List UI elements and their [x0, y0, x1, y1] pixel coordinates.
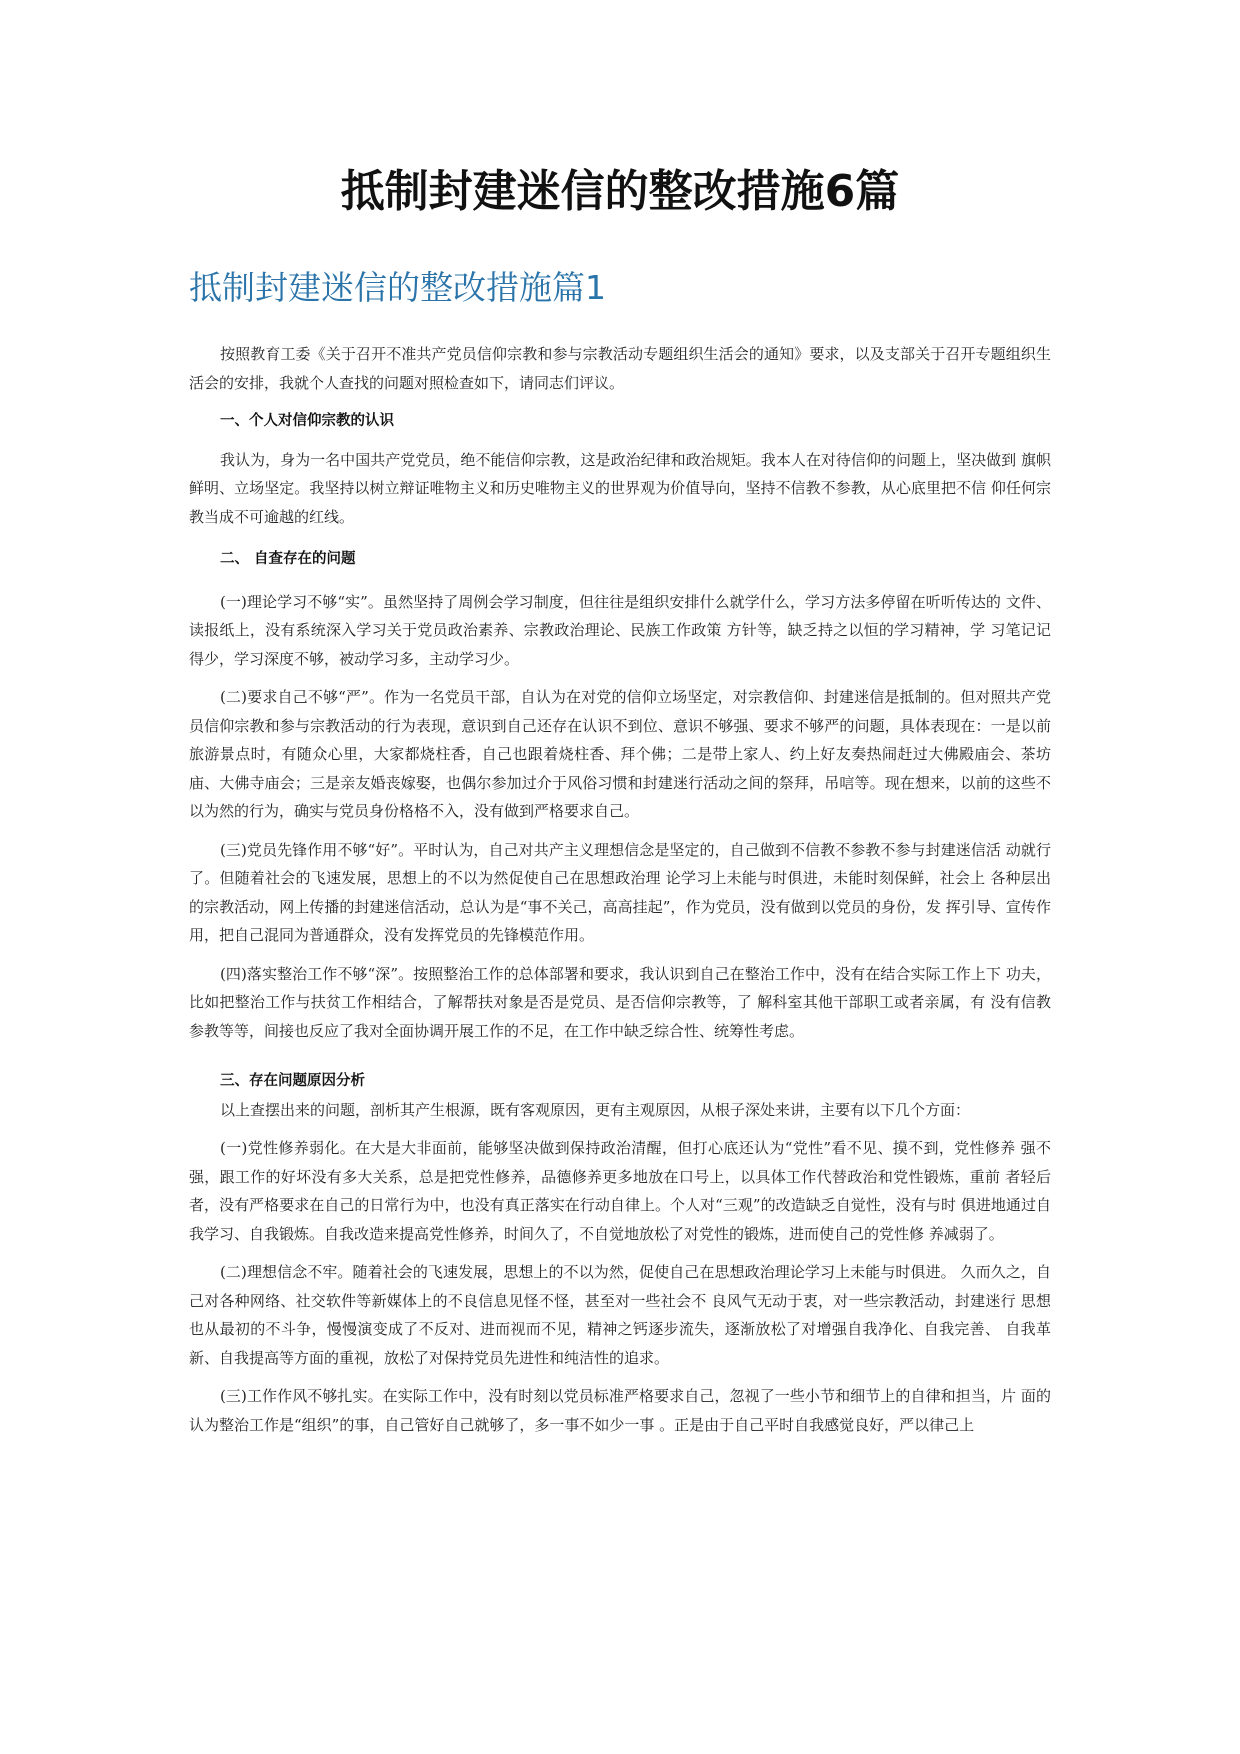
paragraph-cause-work-style: (三)工作作风不够扎实。在实际工作中，没有时刻以党员标准严格要求自己，忽视了一些小节和细节上的自律和担当，片 面的认为整治工作是“组织”的事，自己管好自己就够了，多一事不如少一事 。正是由于自己平时自我感觉良好，严以律己上 [189, 1387, 1051, 1434]
document-title: 抵制封建迷信的整改措施6篇 [340, 166, 900, 217]
section-title: 抵制封建迷信的整改措施篇1 [189, 268, 606, 307]
paragraph-cause-belief: (二)理想信念不牢。随着社会的飞速发展，思想上的不以为然，促使自己在思想政治理论学习上未能与时俱进。 久而久之，自己对各种网络、社交软件等新媒体上的不良信息见怪不怪，甚至对一些社会不 良风气无动于衷，对一些宗教活动，封建迷行 思想也从最初的不斗争，慢慢演变成了不反对、进而视而不见，精神之钙逐步流失，逐渐放松了对增强自我净化、自我完善、 自我革新、自我提高等方面的重视，放松了对保持党员先进性和纯洁性的追求。 [189, 1263, 1051, 1367]
paragraph-causes-intro: 以上查摆出来的问题，剖析其产生根源，既有客观原因，更有主观原因，从根子深处来讲，主要有以下几个方面： [220, 1100, 971, 1119]
document-body [189, 340, 1051, 1439]
paragraph-understanding: 我认为，身为一名中国共产党党员，绝不能信仰宗教，这是政治纪律和政治规矩。我本人在对待信仰的问题上，坚决做到 旗帜鲜明、立场坚定。我坚持以树立辩证唯物主义和历史唯物主义的世界观为价值导向，坚持不信教不参教，从心底里把不信 仰任何宗教当成不可逾越的红线。 [189, 450, 1051, 526]
heading-problems: 二、 自查存在的问题 [220, 551, 356, 567]
paragraph-problem-strict: (二)要求自己不够“严”。作为一名党员干部，自认为在对党的信仰立场坚定，对宗教信仰、封建迷信是抵制的。但对照共产党员信仰宗教和参与宗教活动的行为表现，意识到自己还存在认识不到位、意识不够强、要求不够严的问题，具体表现在：一是以前旅游景点时，有随众心里，大家都烧柱香，自己也跟着烧柱香、拜个佛；二是带上家人、约上好友奏热闹赶过大佛殿庙会、茶坊庙、大佛寺庙会；三是亲友婚丧嫁娶，也偶尔参加过介于风俗习惯和封建迷行活动之间的祭拜，吊唁等。现在想来，以前的这些不以为然的行为，确实与党员身份格格不入，没有做到严格要求自己。 [189, 688, 1051, 820]
heading-causes: 三、存在问题原因分析 [220, 1073, 365, 1089]
paragraph-problem-vanguard: (三)党员先锋作用不够“好”。平时认为，自己对共产主义理想信念是坚定的，自己做到不信教不参教不参与封建迷信活 动就行了。但随着社会的飞速发展，思想上的不以为然促使自己在思想政治理 论学习上未能与时俱进，未能时刻保鲜，社会上 各种层出的宗教活动，网上传播的封建迷信活动，总认为是“事不关己，高高挂起”，作为党员，没有做到以党员的身份，发 挥引导、宣传作用，把自己混同为普通群众，没有发挥党员的先锋模范作用。 [189, 840, 1051, 944]
heading-understanding: 一、个人对信仰宗教的认识 [220, 413, 394, 429]
paragraph-problem-rectify: (四)落实整治工作不够“深”。按照整治工作的总体部署和要求，我认识到自己在整治工作中，没有在结合实际工作上下 功夫，比如把整治工作与扶贫工作相结合，了解帮扶对象是否是党员、是否信仰宗教等，了 解科室其他干部职工或者亲属，有 没有信教参教等等，间接也反应了我对全面协调开展工作的不足，在工作中缺乏综合性、统筹性考虑。 [189, 964, 1051, 1040]
paragraph-problem-study: (一)理论学习不够“实”。虽然坚持了周例会学习制度，但往往是组织安排什么就学什么，学习方法多停留在听听传达的 文件、读报纸上，没有系统深入学习关于党员政治素养、宗教政治理论、民族工作政策 方针等，缺乏持之以恒的学习精神，学 习笔记记得少，学习深度不够，被动学习多，主动学习少。 [189, 592, 1051, 668]
intro-paragraph: 按照教育工委《关于召开不准共产党员信仰宗教和参与宗教活动专题组织生活会的通知》要求，以及支部关于召开专题组织生活会的安排，我就个人查找的问题对照检查如下，请同志们评议。 [189, 345, 1051, 392]
paragraph-cause-party-spirit: (一)党性修养弱化。在大是大非面前，能够坚决做到保持政治清醒，但打心底还认为“党性”看不见、摸不到，党性修养 强不强，跟工作的好坏没有多大关系，总是把党性修养，品德修养更多地放在口号上，以具体工作代替政治和党性锻炼，重前 者轻后者，没有严格要求在自己的日常行为中，也没有真正落实在行动自律上。个人对“三观”的改造缺乏自觉性，没有与时 俱进地通过自我学习、自我锻炼。自我改造来提高党性修养，时间久了，不自觉地放松了对党性的锻炼，进而使自己的党性修 养减弱了。 [189, 1139, 1051, 1243]
